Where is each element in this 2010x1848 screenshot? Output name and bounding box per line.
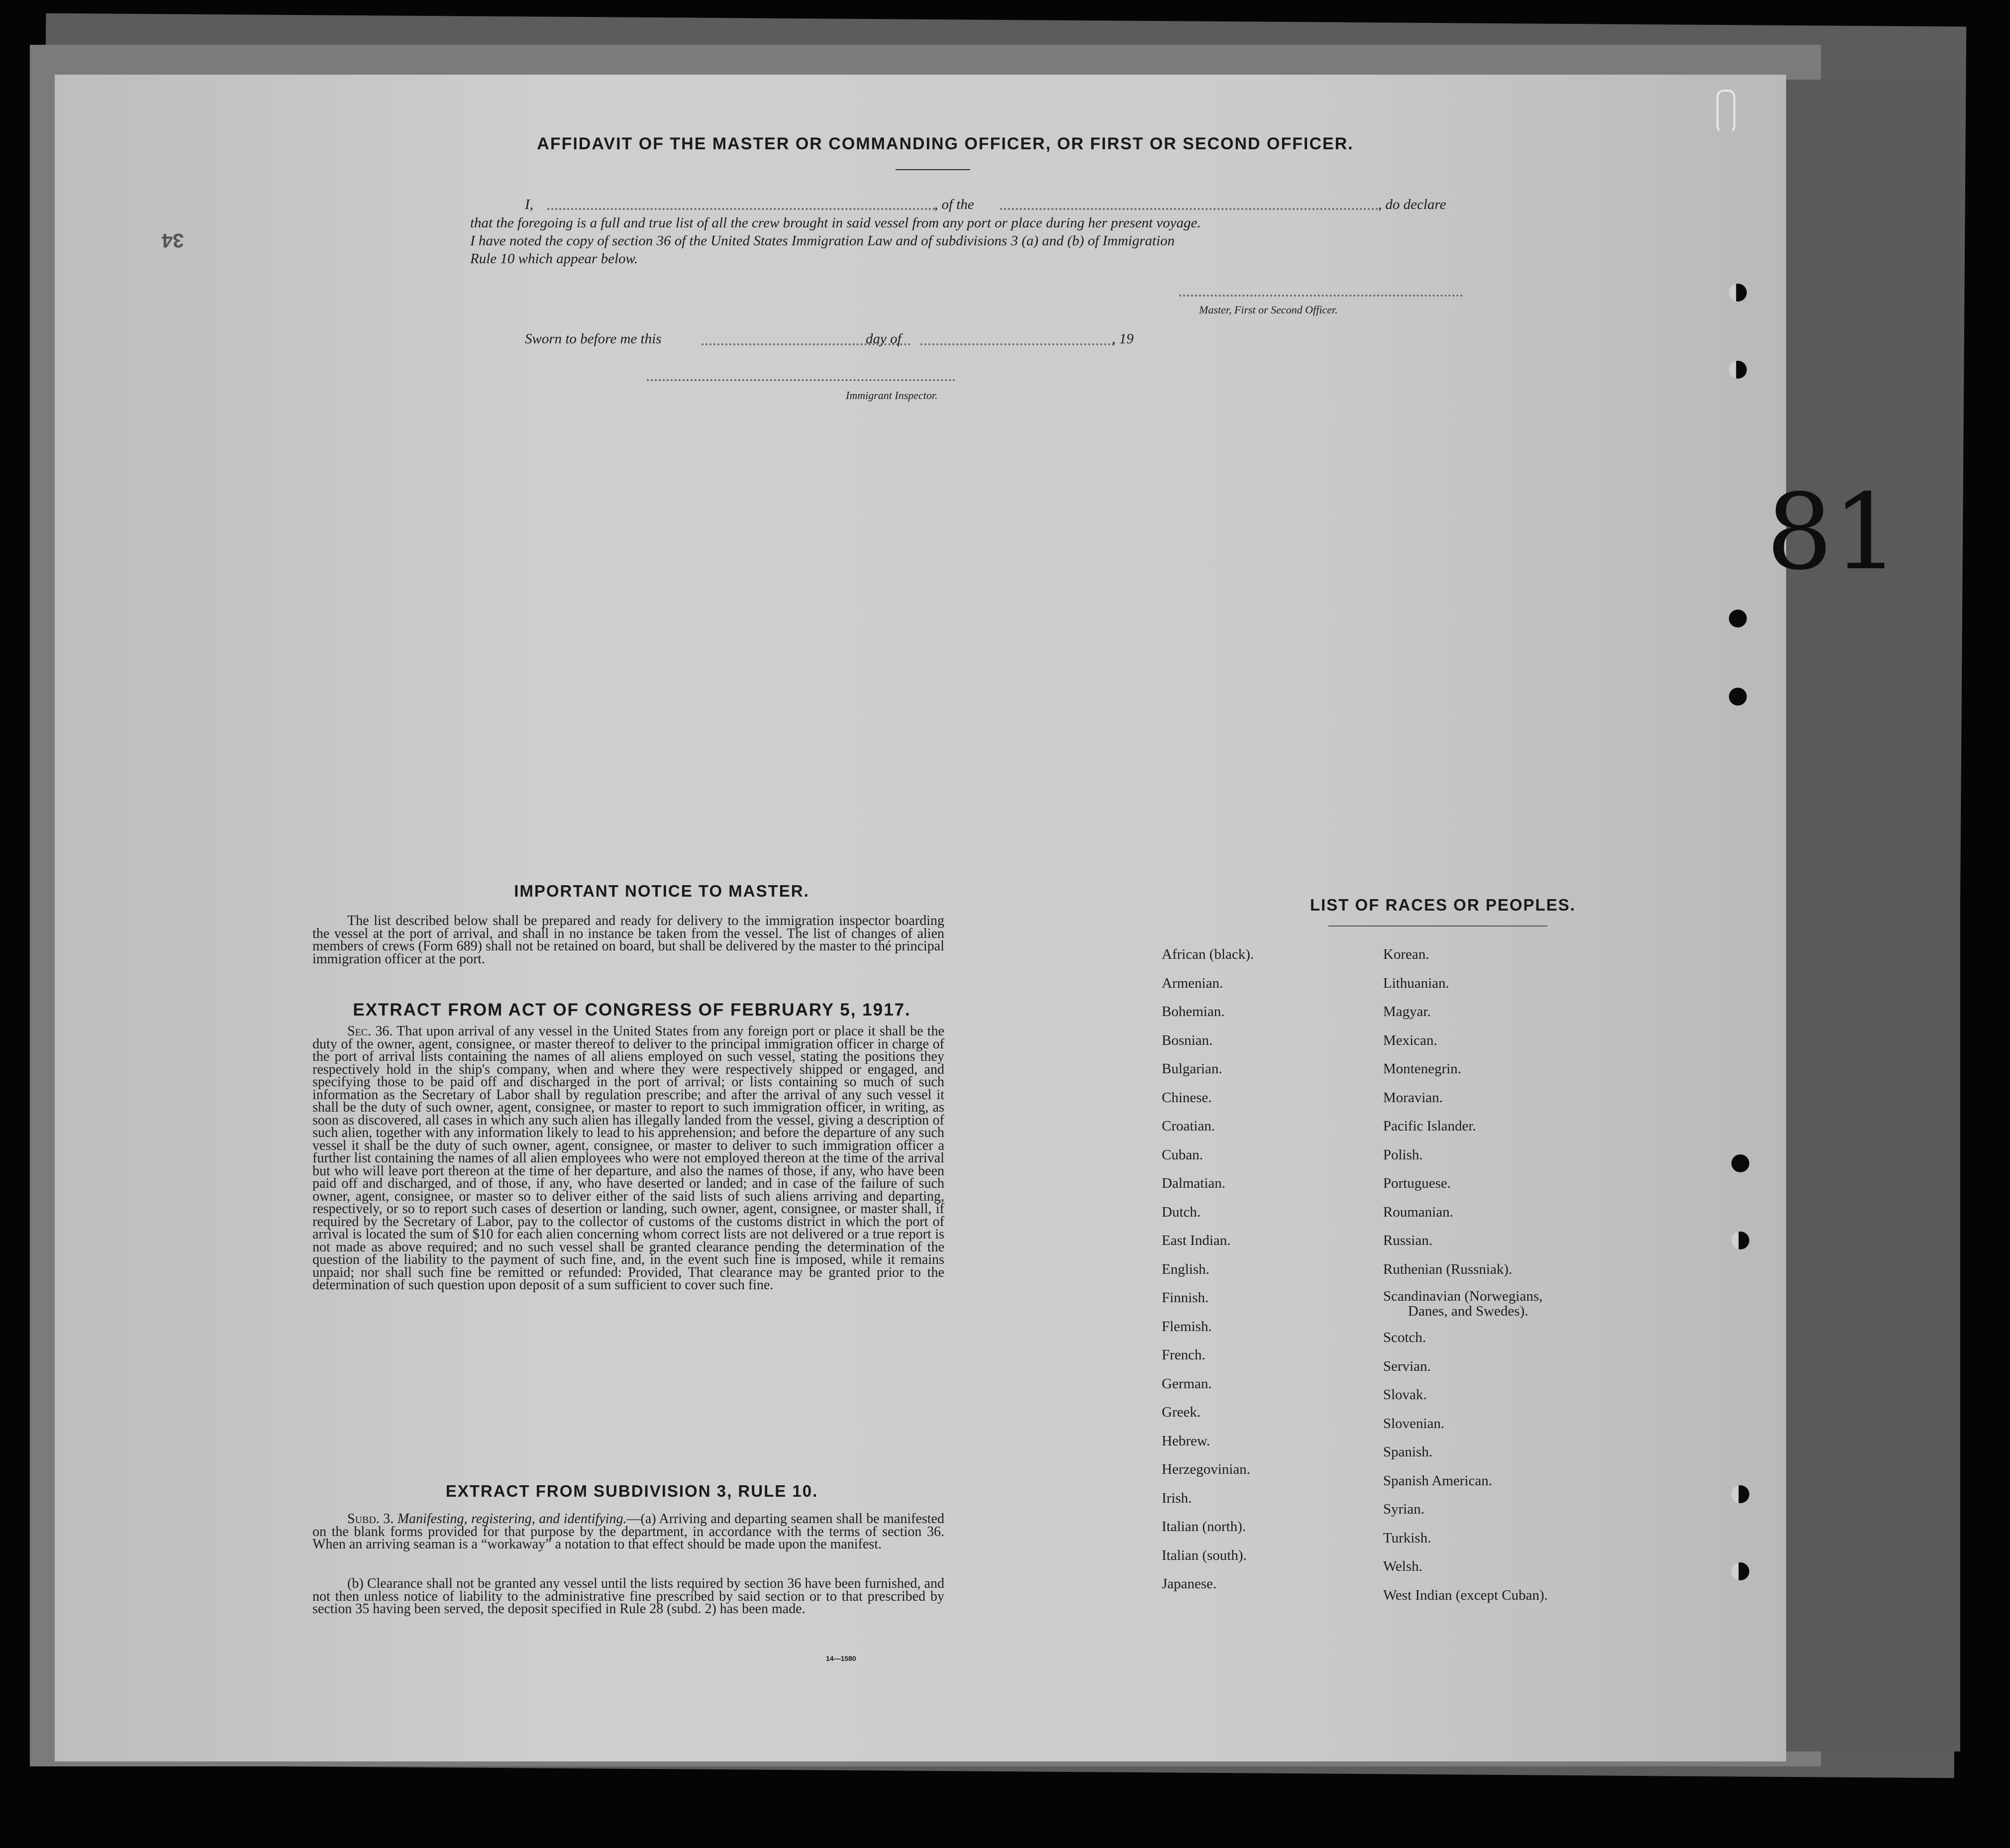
affidavit-do-declare: , do declare — [1378, 197, 1446, 212]
race-item: Scandinavian (Norwegians, — [1383, 1288, 1543, 1304]
race-item: Mexican. — [1383, 1032, 1437, 1048]
binder-hole — [1731, 1562, 1749, 1580]
year-prefix: , 19 — [1112, 331, 1134, 347]
race-item: West Indian (except Cuban). — [1383, 1587, 1548, 1603]
race-item: Bohemian. — [1162, 1004, 1225, 1020]
race-item: Moravian. — [1383, 1089, 1443, 1106]
race-item: Herzegovinian. — [1162, 1461, 1250, 1477]
vessel-blank — [1000, 208, 1378, 210]
rule-subd-label: Subd. 3. — [347, 1511, 394, 1527]
race-item: East Indian. — [1162, 1232, 1231, 1248]
paper-clip — [1716, 90, 1735, 133]
affidavit-pronoun: I, — [525, 197, 533, 212]
race-item: African (black). — [1162, 946, 1254, 962]
act-body — [312, 1025, 944, 1292]
race-item: Armenian. — [1162, 975, 1223, 991]
race-item: Hebrew. — [1162, 1433, 1210, 1449]
race-item: Cuban. — [1162, 1146, 1203, 1163]
handwritten-number: 81 — [1766, 471, 1900, 593]
race-item: Welsh. — [1383, 1558, 1423, 1574]
races-title-rule — [1328, 925, 1547, 926]
inspector-caption: Immigrant Inspector. — [846, 389, 938, 402]
race-item: Portuguese. — [1383, 1175, 1451, 1191]
race-item: Ruthenian (Russniak). — [1383, 1261, 1512, 1277]
signature-caption: Master, First or Second Officer. — [1199, 304, 1338, 316]
rule-title: EXTRACT FROM SUBDIVISION 3, RULE 10. — [445, 1482, 818, 1500]
affidavit-line-3: I have noted the copy of section 36 of the United States Immigration Law and of subdivisions 3 (a) and (b) of Immigration — [470, 233, 1175, 249]
race-item: Lithuanian. — [1383, 975, 1449, 991]
document-page — [55, 75, 1900, 1761]
affidavit-line-4: Rule 10 which appear below. — [470, 251, 638, 267]
binder-hole — [1729, 361, 1747, 379]
race-item: Magyar. — [1383, 1004, 1431, 1020]
race-item: Russian. — [1383, 1232, 1433, 1248]
binder-hole — [1729, 284, 1747, 302]
race-item: Turkish. — [1383, 1530, 1431, 1546]
race-item: German. — [1162, 1375, 1212, 1392]
race-item: Italian (north). — [1162, 1519, 1246, 1535]
name-blank — [547, 208, 935, 210]
race-item: Italian (south). — [1162, 1547, 1247, 1563]
race-item: Irish. — [1162, 1490, 1192, 1506]
binder-board — [1761, 80, 1960, 1751]
race-item: Bulgarian. — [1162, 1061, 1222, 1077]
form-number: 14—1580 — [826, 1654, 856, 1662]
race-item: Roumanian. — [1383, 1204, 1453, 1220]
page-number: 34 — [162, 229, 184, 251]
sworn-text: Sworn to before me this — [525, 331, 662, 347]
races-right-column — [1383, 940, 1617, 1610]
day-of-text: day of — [866, 331, 902, 347]
race-item: Montenegrin. — [1383, 1061, 1462, 1077]
notice-body: The list described below shall be prepared and ready for delivery to the immigration inspector boarding the vessel at the port of arrival, and shall in no instance be taken from the vessel. The list of changes of alien members of crews (Form 689) shall not be retained on board, but shall be delivered by the master to thé principal immigration officer at the port. — [312, 913, 944, 967]
race-item: Finnish. — [1162, 1290, 1209, 1306]
race-item: Spanish. — [1383, 1444, 1433, 1460]
race-item: Croatian. — [1162, 1118, 1215, 1134]
binder-hole — [1731, 1154, 1749, 1172]
race-item: Pacific Islander. — [1383, 1118, 1476, 1134]
race-item: English. — [1162, 1261, 1209, 1277]
race-item: Chinese. — [1162, 1089, 1212, 1106]
affidavit-title: AFFIDAVIT OF THE MASTER OR COMMANDING OFFICER, OR FIRST OR SECOND OFFICER. — [537, 134, 1354, 153]
rule-para-a — [312, 1513, 944, 1551]
affidavit-title-rule — [896, 169, 970, 170]
race-item: Scotch. — [1383, 1330, 1426, 1345]
race-item: Dutch. — [1162, 1204, 1201, 1220]
binder-hole — [1731, 1232, 1749, 1249]
affidavit-of-the: , of the — [934, 197, 974, 212]
race-item: Servian. — [1383, 1358, 1431, 1374]
race-item: French. — [1162, 1347, 1206, 1363]
race-item: Flemish. — [1162, 1318, 1212, 1335]
notice-title: IMPORTANT NOTICE TO MASTER. — [514, 882, 809, 900]
binder-hole — [1729, 610, 1747, 627]
rule-para-a-text: —(a) Arriving and departing seamen shall be manifested on the blank forms provided for that purpose by the department, in accordance with the terms of section 36. When an arriving seaman is a “workaway” a notation to that effect should be made upon the manifest. — [312, 1511, 944, 1552]
race-item: Greek. — [1162, 1404, 1201, 1420]
race-item: Spanish American. — [1383, 1472, 1493, 1489]
race-item: Dalmatian. — [1162, 1175, 1226, 1191]
inspector-blank — [647, 379, 955, 381]
race-item: Polish. — [1383, 1146, 1423, 1163]
binder-hole — [1731, 1485, 1749, 1503]
rule-para-b: (b) Clearance shall not be granted any vessel until the lists required by section 36 have been furnished, and not then unless notice of liability to the administrative fine prescribed by said section or to that prescribed by section 35 having been served, the deposit specified in Rule 28 (subd. 2) has been made. — [312, 1576, 944, 1617]
rule-subd-heading: Manifesting, registering, and identifying. — [397, 1511, 627, 1527]
race-item: Bosnian. — [1162, 1032, 1213, 1048]
race-item: Japanese. — [1162, 1576, 1217, 1592]
races-left-column — [1162, 940, 1381, 1599]
act-section-text: That upon arrival of any vessel in the United States from any foreign port or place it shall be the duty of the owner, agent, consignee, or master thereof to deliver to the principal immigration officer in charge of the port of arrival lists containing the names of all aliens employed on such vessel, stating the positions they respectively hold in the ship's company, when and where they were respectively shipped or engaged, and specifying those to be paid off and discharged in the port of arrival; or lists containing so much of such information as the Secretary of Labor shall by regulation prescribe; and after the arrival of any such vessel it shall be the duty of such owner, agent, consignee, or master to report to such immigration officer, in writing, as soon as discovered, all cases in which any such alien has illegally landed from the vessel, giving a description of such alien, together with any information likely to lead to his apprehension; and before the departure of any such vessel it shall be the duty of such owner, agent, consignee, or master to deliver to such immigration officer a further list containing the names of all alien employees who were not employed thereon at the time of the arrival but who will leave port thereon at the time of her departure, and also the names of those, if any, who have been paid off and discharged, and of those, if any, who have deserted or landed; and in case of the failure of such owner, agent, consignee, or master so to deliver either of the said lists of such aliens arriving and departing, respectively, or so to report such cases of desertion or landing, such owner, agent, consignee, or master shall, if required by the Secretary of Labor, pay to the collector of customs of the customs district in which the port of arrival is located the sum of $10 for each alien concerning whom correct lists are not delivered or a true report is not made as above required; and no such vessel shall be granted clearance pending the determination of the question of the liability to the payment of such fine, and, in the event such fine is imposed, while it remains unpaid; nor shall such fine be remitted or refunded: Provided, That clearance may be granted prior to the determination of such question upon deposit of a sum sufficient to cover such fine. — [312, 1024, 944, 1293]
race-item: Slovak. — [1383, 1387, 1427, 1403]
races-title: LIST OF RACES OR PEOPLES. — [1309, 896, 1576, 914]
race-item: Syrian. — [1383, 1501, 1424, 1517]
race-item: Korean. — [1383, 946, 1429, 962]
act-section-label: Sec. 36. — [347, 1024, 393, 1039]
race-item: Danes, and Swedes). — [1408, 1303, 1528, 1319]
binder-hole — [1729, 688, 1747, 706]
race-item: Slovenian. — [1383, 1415, 1445, 1432]
sworn-month-blank — [920, 343, 1114, 345]
act-title: EXTRACT FROM ACT OF CONGRESS OF FEBRUARY 5, 1917. — [353, 1000, 911, 1020]
signature-blank — [1179, 295, 1463, 297]
affidavit-line-2: that the foregoing is a full and true list of all the crew brought in said vessel from any port or place during her present voyage. — [470, 215, 1201, 231]
